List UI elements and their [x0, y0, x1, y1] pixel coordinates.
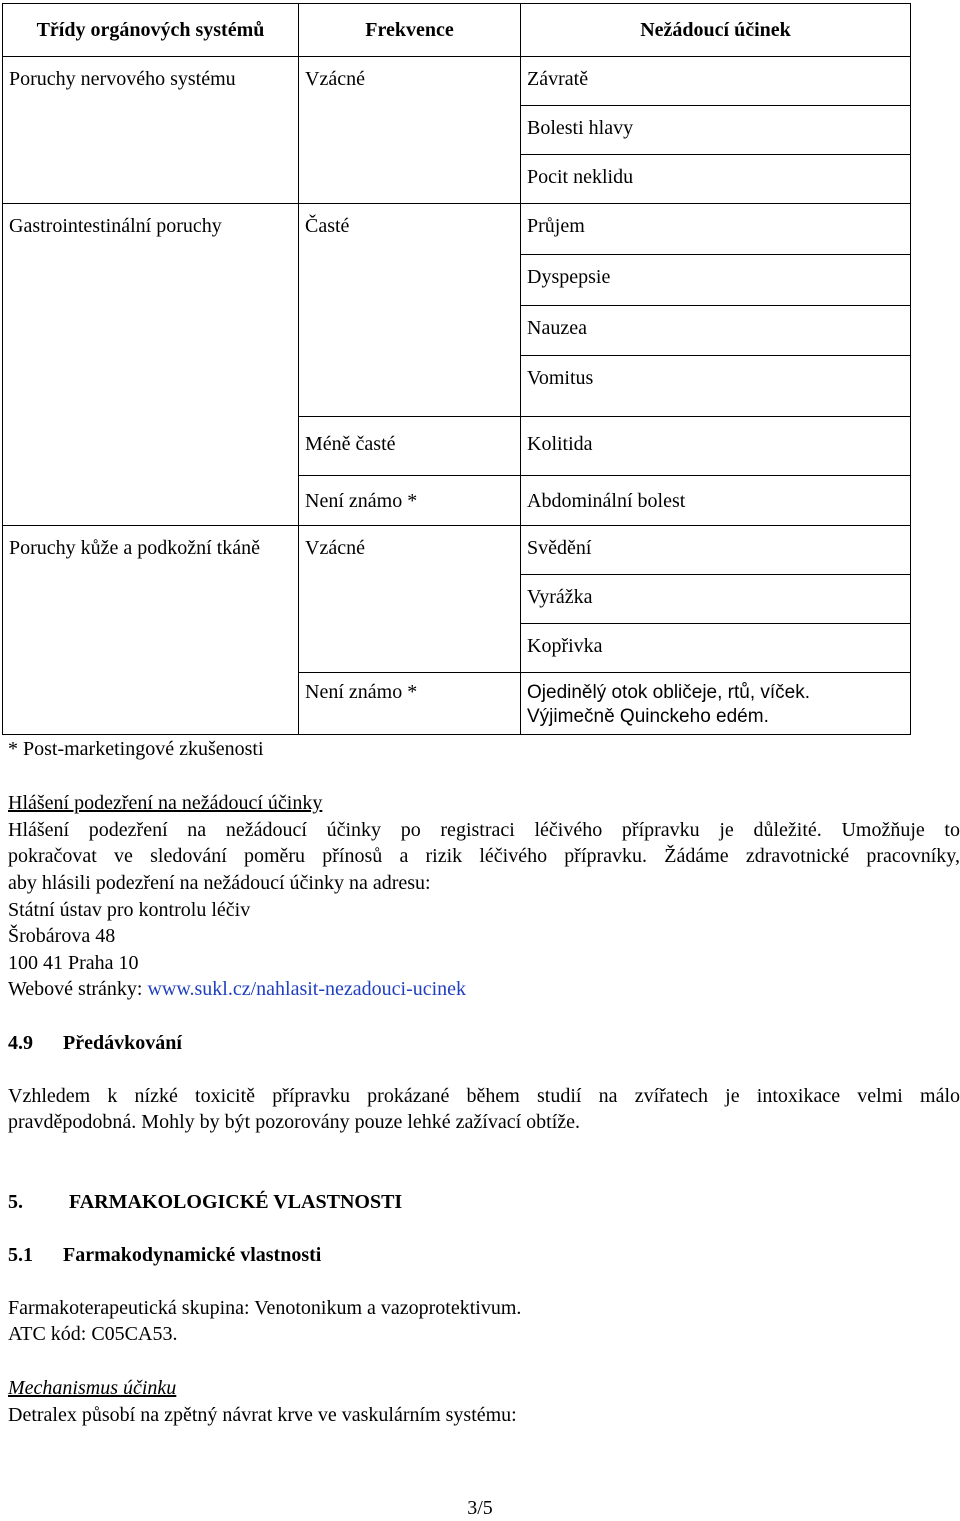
- cell-frequency: Časté: [299, 204, 521, 255]
- section-heading-4-9: [8, 1030, 182, 1056]
- report-title: Hlášení podezření na nežádoucí účinky: [8, 792, 323, 814]
- cell-effect: Bolesti hlavy: [521, 106, 911, 155]
- address-line: Státní ústav pro kontrolu léčiv: [8, 899, 251, 921]
- table-row: [3, 204, 911, 255]
- table-row: [3, 155, 911, 204]
- section-number: 5.1: [8, 1244, 33, 1266]
- mechanism-title: Mechanismus účinku: [8, 1377, 177, 1399]
- section-title: FARMAKOLOGICKÉ VLASTNOSTI: [69, 1191, 403, 1213]
- cell-frequency: Méně časté: [299, 417, 521, 476]
- table-row: [3, 526, 911, 575]
- table-row: [3, 57, 911, 106]
- cell-effect: Vyrážka: [521, 575, 911, 624]
- table-row: [3, 356, 911, 417]
- footnote: * Post-marketingové zkušenosti: [8, 738, 264, 760]
- section-heading-5-1: [8, 1242, 321, 1268]
- cell-frequency: Není známo *: [299, 476, 521, 526]
- cell-effect-line: Ojedinělý otok obličeje, rtů, víček.: [527, 682, 811, 703]
- section-title: Předávkování: [63, 1032, 182, 1054]
- cell-frequency: Vzácné: [299, 526, 521, 575]
- table-row: [3, 255, 911, 306]
- cell-system: Poruchy kůže a podkožní tkáně: [3, 526, 299, 673]
- section-number: 4.9: [8, 1032, 33, 1054]
- cell-system: Gastrointestinální poruchy: [3, 204, 299, 255]
- table-row: [3, 476, 911, 526]
- report-text-line: pokračovat ve sledování poměru přínosů a rizik léčivého přípravku. Žádáme zdravotnické pracovníky,: [8, 845, 960, 867]
- web-link[interactable]: www.sukl.cz/nahlasit-nezadouci-ucinek: [147, 978, 467, 1000]
- table-row: [3, 673, 911, 735]
- cell-frequency: Není známo *: [299, 673, 521, 735]
- web-label: Webové stránky:: [8, 978, 148, 1000]
- cell-system: Poruchy nervového systému: [3, 57, 299, 106]
- pharmaco-text-line: Farmakoterapeutická skupina: Venotonikum a vazoprotektivum.: [8, 1297, 522, 1319]
- table-row: [3, 417, 911, 476]
- table-header-row: [3, 4, 911, 57]
- cell-effect: Průjem: [521, 204, 911, 255]
- cell-effect: Svědění: [521, 526, 911, 575]
- cell-effect: Závratě: [521, 57, 911, 106]
- address-line: 100 41 Praha 10: [8, 952, 139, 974]
- header-frequency: Frekvence: [299, 4, 521, 57]
- header-adverse-effect: Nežádoucí účinek: [521, 4, 911, 57]
- cell-effect: Kopřivka: [521, 624, 911, 673]
- cell-effect: Nauzea: [521, 306, 911, 356]
- cell-frequency: Vzácné: [299, 57, 521, 106]
- overdose-text-line: pravděpodobná. Mohly by být pozorovány pouze lehké zažívací obtíže.: [8, 1111, 581, 1133]
- cell-effect: Kolitida: [521, 417, 911, 476]
- pharmaco-text-line: ATC kód: C05CA53.: [8, 1323, 178, 1345]
- web-line: [8, 976, 466, 1002]
- cell-effect: Vomitus: [521, 356, 911, 417]
- table-row: [3, 306, 911, 356]
- section-heading-5: [8, 1189, 402, 1215]
- section-number: 5.: [8, 1191, 23, 1213]
- report-text-line: aby hlásili podezření na nežádoucí účinky na adresu:: [8, 872, 431, 894]
- cell-effect: Abdominální bolest: [521, 476, 911, 526]
- header-organ-system: Třídy orgánových systémů: [3, 4, 299, 57]
- cell-effect: [521, 673, 911, 735]
- report-text-line: Hlášení podezření na nežádoucí účinky po registraci léčivého přípravku je důležité. Umožňuje to: [8, 819, 960, 841]
- cell-effect-line: Výjimečně Quinckeho edém.: [527, 706, 769, 727]
- overdose-text-line: Vzhledem k nízké toxicitě přípravku prokázané během studií na zvířatech je intoxikace velmi málo: [8, 1085, 960, 1107]
- mechanism-text-line: Detralex působí na zpětný návrat krve ve vaskulárním systému:: [8, 1404, 517, 1426]
- cell-effect: Dyspepsie: [521, 255, 911, 306]
- page-number: 3/5: [467, 1497, 493, 1519]
- table-row: [3, 106, 911, 155]
- address-line: Šrobárova 48: [8, 925, 116, 947]
- adverse-effects-table: [2, 3, 911, 735]
- cell-effect: Pocit neklidu: [521, 155, 911, 204]
- section-title: Farmakodynamické vlastnosti: [63, 1244, 322, 1266]
